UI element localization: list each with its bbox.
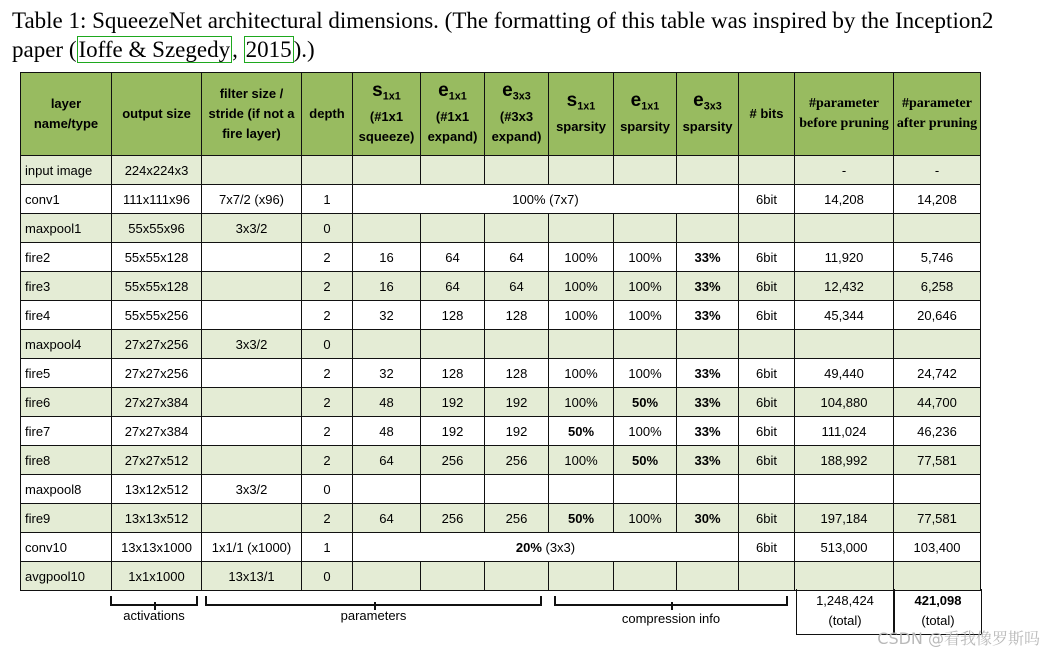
cell-layer: maxpool4	[21, 330, 112, 359]
cell-bits: 6bit	[739, 417, 795, 446]
cell-e3: 64	[485, 272, 549, 301]
cell-s1: 48	[353, 417, 421, 446]
cell-after: 14,208	[894, 185, 981, 214]
cell-after: 46,236	[894, 417, 981, 446]
header-e3x3-sparsity: $e_{3x3}$ sparsity	[677, 73, 739, 156]
cell-depth: 0	[302, 562, 353, 591]
cell-s1s: 100%	[549, 243, 614, 272]
cell-bits	[739, 475, 795, 504]
cell-bits: 6bit	[739, 359, 795, 388]
cell-output: 55x55x128	[112, 243, 202, 272]
cell-after: 6,258	[894, 272, 981, 301]
cell-bits: 6bit	[739, 504, 795, 533]
header-filter-size: filter size / stride (if not a fire layer)	[202, 73, 302, 156]
cell-s1: 16	[353, 272, 421, 301]
cell-e1: 64	[421, 272, 485, 301]
span-text: 100% (7x7)	[512, 191, 579, 207]
cell-after: 24,742	[894, 359, 981, 388]
cell-output: 13x13x512	[112, 504, 202, 533]
cell-e3s: 33%	[677, 359, 739, 388]
cell-s1s	[549, 562, 614, 591]
cell-e1s	[614, 475, 677, 504]
table-row	[21, 417, 981, 446]
cell-output: 13x12x512	[112, 475, 202, 504]
cell-e1: 192	[421, 388, 485, 417]
cell-e3: 192	[485, 417, 549, 446]
caption-suffix: ).)	[293, 37, 315, 62]
cell-before: 513,000	[795, 533, 894, 562]
cell-filter	[202, 417, 302, 446]
cell-s1s: 50%	[549, 417, 614, 446]
cell-s1: 32	[353, 359, 421, 388]
cell-output: 27x27x384	[112, 388, 202, 417]
cell-layer: conv10	[21, 533, 112, 562]
cell-e3	[485, 156, 549, 185]
citation-link-year[interactable]: 2015	[245, 37, 292, 62]
cell-s1	[353, 330, 421, 359]
table-row	[21, 156, 981, 185]
cell-s1: 32	[353, 301, 421, 330]
header-e3x3: $e_{3x3}$ (#3x3 expand)	[485, 73, 549, 156]
table-row	[21, 272, 981, 301]
cell-output: 1x1x1000	[112, 562, 202, 591]
cell-sparsity-span	[353, 533, 739, 562]
cell-s1	[353, 214, 421, 243]
cell-bits: 6bit	[739, 388, 795, 417]
table-row	[21, 475, 981, 504]
cell-e1: 128	[421, 301, 485, 330]
cell-after: 5,746	[894, 243, 981, 272]
cell-depth: 1	[302, 185, 353, 214]
cell-sparsity-span	[353, 185, 739, 214]
cell-after: 103,400	[894, 533, 981, 562]
cell-s1: 64	[353, 446, 421, 475]
cell-before: 45,344	[795, 301, 894, 330]
cell-e1	[421, 475, 485, 504]
cell-e1	[421, 562, 485, 591]
cell-filter	[202, 446, 302, 475]
cell-bits	[739, 562, 795, 591]
header-params-before: #parameter before pruning	[795, 73, 894, 156]
header-s1x1: $s_{1x1}$ (#1x1 squeeze)	[353, 73, 421, 156]
cell-filter: 3x3/2	[202, 330, 302, 359]
cell-output: 55x55x96	[112, 214, 202, 243]
cell-e3	[485, 562, 549, 591]
cell-e3: 64	[485, 243, 549, 272]
table-row	[21, 533, 981, 562]
span-bold-text: 20%	[515, 539, 542, 555]
cell-e1s: 100%	[614, 243, 677, 272]
table-row	[21, 301, 981, 330]
header-params-after: #parameter after pruning	[894, 73, 981, 156]
cell-e3s: 30%	[677, 504, 739, 533]
cell-e3s: 33%	[677, 272, 739, 301]
cell-s1s: 100%	[549, 446, 614, 475]
cell-e3: 128	[485, 359, 549, 388]
cell-e3	[485, 330, 549, 359]
cell-e1s: 50%	[614, 388, 677, 417]
cell-filter	[202, 243, 302, 272]
activations-brace	[110, 596, 198, 606]
cell-e1	[421, 156, 485, 185]
cell-e3	[485, 214, 549, 243]
cell-bits: 6bit	[739, 533, 795, 562]
cell-before: 111,024	[795, 417, 894, 446]
table-row	[21, 388, 981, 417]
cell-output: 27x27x256	[112, 359, 202, 388]
cell-s1s: 100%	[549, 388, 614, 417]
parameters-label: parameters	[340, 608, 407, 623]
cell-output: 55x55x256	[112, 301, 202, 330]
cell-bits: 6bit	[739, 185, 795, 214]
cell-e3s	[677, 562, 739, 591]
cell-depth: 0	[302, 330, 353, 359]
cell-before: -	[795, 156, 894, 185]
cell-layer: fire7	[21, 417, 112, 446]
cell-after: -	[894, 156, 981, 185]
cell-e3: 128	[485, 301, 549, 330]
total-after-value: 421,098	[914, 593, 962, 608]
cell-layer: avgpool10	[21, 562, 112, 591]
cell-s1: 64	[353, 504, 421, 533]
cell-filter	[202, 156, 302, 185]
cell-filter: 3x3/2	[202, 214, 302, 243]
total-after-label: (total)	[921, 613, 955, 628]
cell-layer: conv1	[21, 185, 112, 214]
compression-brace	[554, 596, 788, 606]
cell-e1s	[614, 156, 677, 185]
cell-output: 55x55x128	[112, 272, 202, 301]
cell-filter	[202, 301, 302, 330]
cell-depth: 2	[302, 243, 353, 272]
cell-e1	[421, 214, 485, 243]
cell-s1s	[549, 475, 614, 504]
span-text: (3x3)	[541, 539, 576, 555]
cell-filter	[202, 504, 302, 533]
cell-bits	[739, 214, 795, 243]
cell-layer: maxpool1	[21, 214, 112, 243]
cell-depth: 2	[302, 417, 353, 446]
citation-separator: ,	[232, 37, 244, 62]
cell-depth: 2	[302, 359, 353, 388]
cell-after	[894, 330, 981, 359]
cell-filter: 7x7/2 (x96)	[202, 185, 302, 214]
cell-after	[894, 475, 981, 504]
cell-depth: 2	[302, 446, 353, 475]
cell-e1: 256	[421, 446, 485, 475]
cell-after	[894, 214, 981, 243]
table-row	[21, 243, 981, 272]
table-row	[21, 446, 981, 475]
header-e1x1: $e_{1x1}$ (#1x1 expand)	[421, 73, 485, 156]
cell-layer: input image	[21, 156, 112, 185]
cell-filter: 3x3/2	[202, 475, 302, 504]
cell-depth	[302, 156, 353, 185]
cell-e1: 256	[421, 504, 485, 533]
parameters-brace	[205, 596, 542, 606]
header-s1x1-sparsity: $s_{1x1}$ sparsity	[549, 73, 614, 156]
cell-layer: fire6	[21, 388, 112, 417]
cell-depth: 2	[302, 504, 353, 533]
cell-depth: 1	[302, 533, 353, 562]
cell-before: 14,208	[795, 185, 894, 214]
table-caption	[12, 6, 1042, 64]
cell-filter	[202, 272, 302, 301]
cell-layer: fire9	[21, 504, 112, 533]
cell-s1	[353, 156, 421, 185]
cell-e1s: 100%	[614, 301, 677, 330]
cell-e3: 256	[485, 446, 549, 475]
caption-text: Table 1: SqueezeNet architectural dimensions. (The formatting of this table was inspired by the Inception2 paper (	[12, 8, 994, 62]
total-before-value: 1,248,424	[816, 593, 874, 608]
cell-before: 188,992	[795, 446, 894, 475]
cell-e3s	[677, 214, 739, 243]
table-row	[21, 214, 981, 243]
cell-e3: 256	[485, 504, 549, 533]
total-before-label: (total)	[828, 613, 862, 628]
cell-layer: fire5	[21, 359, 112, 388]
compression-label: compression info	[621, 611, 721, 626]
cell-e1s: 100%	[614, 417, 677, 446]
cell-before	[795, 330, 894, 359]
cell-e3s	[677, 330, 739, 359]
cell-s1s	[549, 214, 614, 243]
header-depth: depth	[302, 73, 353, 156]
cell-e3s: 33%	[677, 388, 739, 417]
cell-e3s	[677, 475, 739, 504]
cell-layer: fire4	[21, 301, 112, 330]
cell-output: 27x27x512	[112, 446, 202, 475]
cell-e3s: 33%	[677, 243, 739, 272]
cell-output: 224x224x3	[112, 156, 202, 185]
cell-output: 27x27x384	[112, 417, 202, 446]
cell-s1s	[549, 156, 614, 185]
cell-filter	[202, 359, 302, 388]
cell-s1	[353, 562, 421, 591]
table-body	[21, 156, 981, 591]
cell-e1: 64	[421, 243, 485, 272]
cell-before	[795, 475, 894, 504]
table-row	[21, 504, 981, 533]
cell-before	[795, 214, 894, 243]
cell-depth: 0	[302, 475, 353, 504]
cell-before: 49,440	[795, 359, 894, 388]
cell-filter: 1x1/1 (x1000)	[202, 533, 302, 562]
cell-e1s: 50%	[614, 446, 677, 475]
cell-bits	[739, 330, 795, 359]
cell-e3	[485, 475, 549, 504]
cell-before: 197,184	[795, 504, 894, 533]
cell-bits: 6bit	[739, 301, 795, 330]
cell-s1	[353, 475, 421, 504]
cell-s1s: 100%	[549, 272, 614, 301]
cell-before	[795, 562, 894, 591]
table-row	[21, 562, 981, 591]
cell-e1	[421, 330, 485, 359]
cell-s1s: 100%	[549, 359, 614, 388]
cell-before: 104,880	[795, 388, 894, 417]
cell-layer: fire3	[21, 272, 112, 301]
cell-bits: 6bit	[739, 272, 795, 301]
citation-link-authors[interactable]: Ioffe & Szegedy	[78, 37, 231, 62]
watermark-text: CSDN @看我像罗斯吗	[877, 629, 1040, 648]
cell-e1: 128	[421, 359, 485, 388]
squeezenet-dimensions-table	[20, 72, 981, 591]
cell-e1s	[614, 330, 677, 359]
cell-s1s	[549, 330, 614, 359]
cell-bits	[739, 156, 795, 185]
cell-e1s: 100%	[614, 359, 677, 388]
cell-bits: 6bit	[739, 446, 795, 475]
header-bits: # bits	[739, 73, 795, 156]
cell-e3s	[677, 156, 739, 185]
cell-e3s: 33%	[677, 446, 739, 475]
cell-output: 27x27x256	[112, 330, 202, 359]
cell-after: 44,700	[894, 388, 981, 417]
cell-output: 13x13x1000	[112, 533, 202, 562]
cell-depth: 2	[302, 272, 353, 301]
activations-label: activations	[123, 608, 185, 623]
cell-s1s: 100%	[549, 301, 614, 330]
cell-filter	[202, 388, 302, 417]
cell-after: 77,581	[894, 446, 981, 475]
cell-e3s: 33%	[677, 417, 739, 446]
cell-e1: 192	[421, 417, 485, 446]
cell-e3s: 33%	[677, 301, 739, 330]
cell-s1: 16	[353, 243, 421, 272]
cell-after: 20,646	[894, 301, 981, 330]
cell-output: 111x111x96	[112, 185, 202, 214]
cell-e1s	[614, 214, 677, 243]
cell-layer: fire8	[21, 446, 112, 475]
cell-before: 11,920	[795, 243, 894, 272]
cell-depth: 2	[302, 388, 353, 417]
cell-e1s: 100%	[614, 504, 677, 533]
header-e1x1-sparsity: $e_{1x1}$ sparsity	[614, 73, 677, 156]
cell-before: 12,432	[795, 272, 894, 301]
cell-e1s: 100%	[614, 272, 677, 301]
cell-e3: 192	[485, 388, 549, 417]
cell-layer: fire2	[21, 243, 112, 272]
table-row	[21, 185, 981, 214]
table-row	[21, 330, 981, 359]
cell-layer: maxpool8	[21, 475, 112, 504]
cell-bits: 6bit	[739, 243, 795, 272]
header-layer: layer name/type	[21, 73, 112, 156]
header-output-size: output size	[112, 73, 202, 156]
cell-depth: 2	[302, 301, 353, 330]
table-row	[21, 359, 981, 388]
cell-s1s: 50%	[549, 504, 614, 533]
cell-depth: 0	[302, 214, 353, 243]
cell-s1: 48	[353, 388, 421, 417]
cell-filter: 13x13/1	[202, 562, 302, 591]
cell-after: 77,581	[894, 504, 981, 533]
cell-e1s	[614, 562, 677, 591]
cell-after	[894, 562, 981, 591]
